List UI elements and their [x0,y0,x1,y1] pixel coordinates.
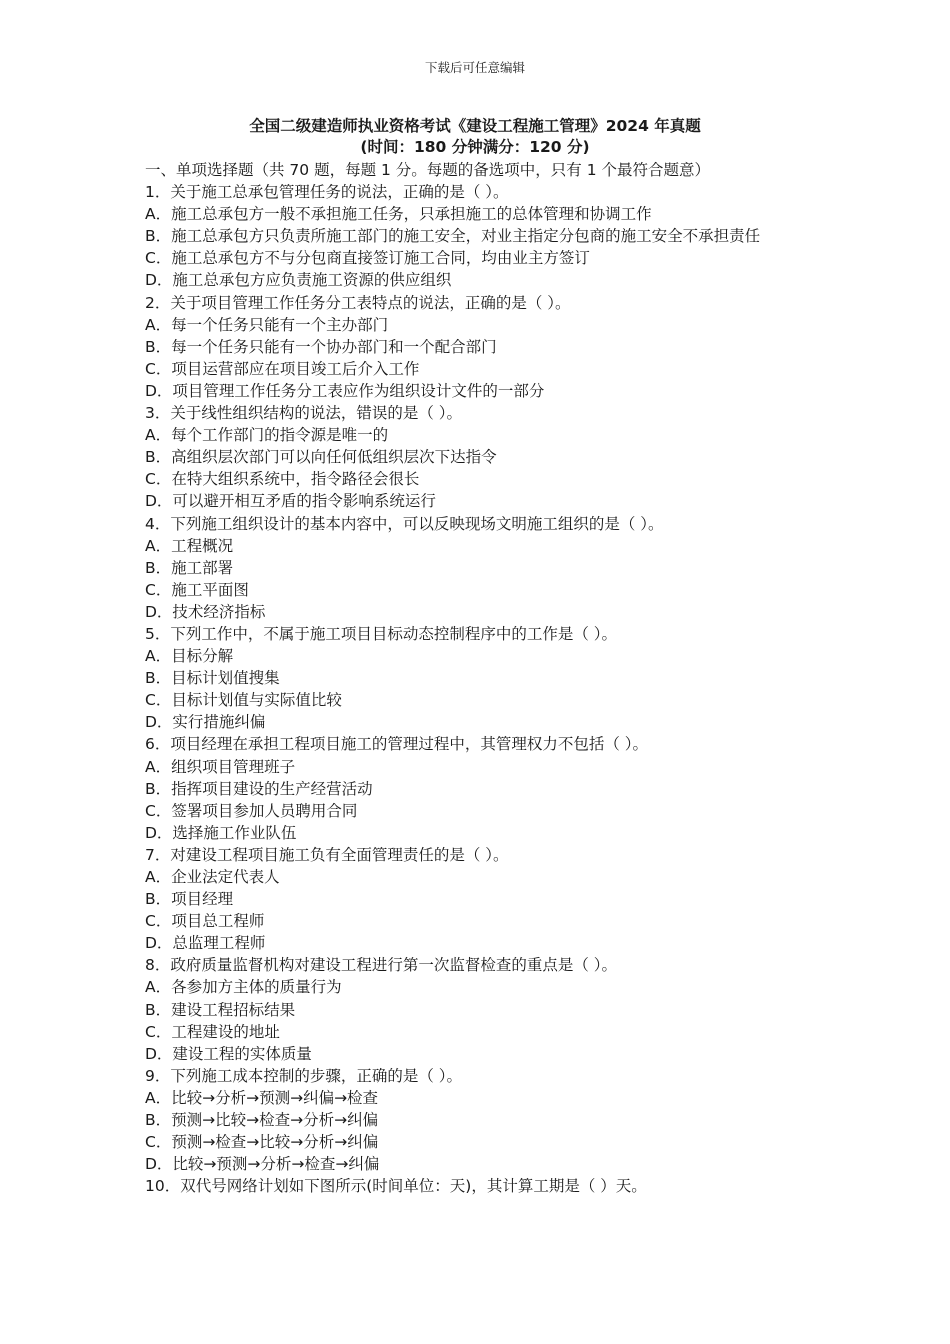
question-block [145,623,805,733]
answer-option: D．比较→预测→分析→检查→纠偏 [145,1155,380,1174]
answer-option: D．技术经济指标 [145,602,266,621]
question-stem: 8．政府质量监督机构对建设工程进行第一次监督检查的重点是（ ）。 [145,956,618,975]
answer-option: C．签署项目参加人员聘用合同 [145,801,358,820]
question-block [145,402,805,512]
exam-title: 全国二级建造师执业资格考试《建设工程施工管理》2024 年真题 [249,117,701,135]
question-stem: 4．下列施工组织设计的基本内容中，可以反映现场文明施工组织的是（ ）。 [145,514,664,533]
answer-option: A．施工总承包方一般不承担施工任务，只承担施工的总体管理和协调工作 [145,205,652,224]
answer-option: B．高组织层次部门可以向任何低组织层次下达指令 [145,448,497,467]
question-stem: 2．关于项目管理工作任务分工表特点的说法，正确的是（ ）。 [145,293,571,312]
question-block [145,1065,805,1175]
exam-subtitle: (时间：180 分钟满分：120 分) [360,138,590,156]
question-list [145,181,805,1197]
answer-option: C．施工平面图 [145,580,249,599]
question-block [145,733,805,843]
answer-option: C．项目运营部应在项目竣工后介入工作 [145,359,420,378]
answer-option: C．预测→检查→比较→分析→纠偏 [145,1133,379,1152]
answer-option: B．建设工程招标结果 [145,1000,296,1019]
answer-option: D．总监理工程师 [145,934,266,953]
page-header-note: 下载后可任意编辑 [424,60,525,75]
answer-option: B．目标计划值搜集 [145,669,280,688]
answer-option: B．每一个任务只能有一个协办部门和一个配合部门 [145,337,497,356]
question-stem: 5．下列工作中，不属于施工项目目标动态控制程序中的工作是（ ）。 [145,624,618,643]
answer-option: C．工程建设的地址 [145,1022,280,1041]
answer-option: C．目标计划值与实际值比较 [145,691,342,710]
section-heading: 一、单项选择题（共 70 题，每题 1 分。每题的备选项中，只有 1 个最符合题意） [145,161,711,179]
question-stem: 1．关于施工总承包管理任务的说法，正确的是（ ）。 [145,183,509,202]
exam-content [145,159,805,1197]
question-stem: 3．关于线性组织结构的说法，错误的是（ ）。 [145,404,463,423]
question-stem: 9．下列施工成本控制的步骤，正确的是（ ）。 [145,1066,463,1085]
answer-option: A．企业法定代表人 [145,868,280,886]
answer-option: D．实行措施纠偏 [145,713,266,732]
answer-option: B．预测→比较→检查→分析→纠偏 [145,1111,379,1130]
question-stem: 7．对建设工程项目施工负有全面管理责任的是（ ）。 [145,845,509,864]
answer-option: C．项目总工程师 [145,912,265,931]
exam-title-block [0,116,950,158]
answer-option: D．建设工程的实体质量 [145,1044,312,1063]
question-block [145,292,805,402]
answer-option: A．组织项目管理班子 [145,757,296,776]
answer-option: A．每个工作部门的指令源是唯一的 [145,426,389,445]
answer-option: A．工程概况 [145,536,234,555]
answer-option: B．指挥项目建设的生产经营活动 [145,779,373,798]
answer-option: D．项目管理工作任务分工表应作为组织设计文件的一部分 [145,381,545,400]
answer-option: A．每一个任务只能有一个主办部门 [145,315,389,334]
answer-option: A．目标分解 [145,647,234,666]
answer-option: B．项目经理 [145,890,234,909]
answer-option: C．施工总承包方不与分包商直接签订施工合同，均由业主方签订 [145,249,590,268]
question-block [145,1175,805,1197]
answer-option: A．各参加方主体的质量行为 [145,978,342,997]
question-block [145,181,805,291]
question-stem: 6．项目经理在承担工程项目施工的管理过程中，其管理权力不包括（ ）。 [145,735,649,754]
answer-option: B．施工总承包方只负责所施工部门的施工安全，对业主指定分包商的施工安全不承担责任 [145,227,761,246]
answer-option: A．比较→分析→预测→纠偏→检查 [145,1088,379,1107]
answer-option: B．施工部署 [145,558,234,577]
question-block [145,844,805,954]
answer-option: C．在特大组织系统中，指令路径会很长 [145,470,420,489]
answer-option: D．选择施工作业队伍 [145,823,297,842]
question-stem: 10．双代号网络计划如下图所示(时间单位：天)，其计算工期是（ ）天。 [145,1177,647,1196]
answer-option: D．可以避开相互矛盾的指令影响系统运行 [145,492,436,511]
answer-option: D．施工总承包方应负责施工资源的供应组织 [145,271,452,290]
question-block [145,513,805,623]
question-block [145,954,805,1064]
